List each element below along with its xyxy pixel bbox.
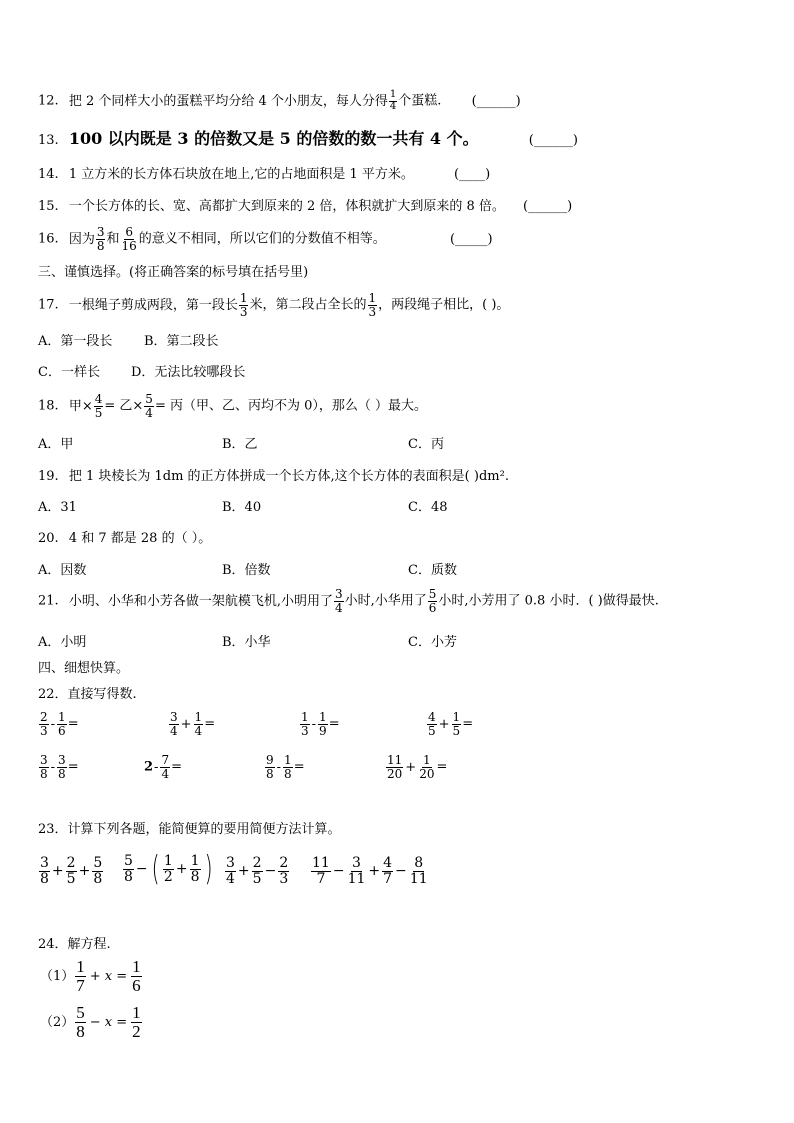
- answer-blank[interactable]: (______): [523, 199, 573, 214]
- expr-22-7: $\frac{9}{8}$ - $\frac{1}{8}$ =: [266, 753, 305, 781]
- fraction: $\frac{3}{8}$: [96, 225, 105, 253]
- question-21: 21. 小明、小华和小芳各做一架航模飞机,小明用了 $\frac{3}{4}$ 小时,小华用了 $\frac{5}{6}$ 小时,小芳用了 0.8 小时．( )做得最快.: [38, 587, 659, 615]
- eq-label: （1）: [40, 968, 75, 984]
- q-text: 1 立方米的长方体石块放在地上,它的占地面积是 1 平方米。: [68, 167, 414, 182]
- expr-23-2: $\frac{5}{8}$ − ( $\frac{1}{2}$ + $\frac{1}{8}$ ): [124, 849, 213, 889]
- expr-22-6: 2- $\frac{7}{4}$ =: [144, 753, 182, 781]
- option-a[interactable]: A．第一段长: [38, 334, 113, 349]
- fraction: $\frac{1}{3}$: [368, 291, 377, 319]
- fraction: $\frac{1}{4}$: [389, 89, 397, 112]
- option-c[interactable]: C．一样长: [38, 365, 100, 380]
- option-c[interactable]: C．小芳: [408, 635, 457, 650]
- question-12: 12. 把 2 个同样大小的蛋糕平均分给 4 个小朋友，每人分得 $\frac{1}{4}$ 个蛋糕. (______): [38, 89, 521, 112]
- question-13: [38, 131, 578, 147]
- fraction: $\frac{1}{3}$: [239, 291, 248, 319]
- q-text: 一个长方体的长、宽、高都扩大到原来的 2 倍，体积就扩大到原来的 8 倍。: [68, 199, 505, 214]
- equation-2: （2） $\frac{5}{8}$ − x = $\frac{1}{2}$: [40, 1003, 141, 1041]
- q-num: 20.: [38, 531, 59, 546]
- option-b[interactable]: B．40: [222, 500, 262, 515]
- fraction: $\frac{5}{4}$: [145, 392, 153, 420]
- expr-22-4: $\frac{4}{5}$ + $\frac{1}{5}$ =: [428, 710, 474, 738]
- question-14: [38, 168, 490, 181]
- question-24-title: 24．解方程.: [38, 937, 111, 952]
- fraction: $\frac{4}{5}$: [94, 392, 103, 420]
- fraction: $\frac{5}{6}$: [428, 587, 437, 615]
- answer-blank[interactable]: (______): [471, 93, 521, 109]
- option-a[interactable]: A．甲: [38, 437, 74, 452]
- expr-22-3: $\frac{1}{3}$ - $\frac{1}{9}$ =: [301, 710, 340, 738]
- q-num: 17.: [38, 297, 59, 313]
- fraction: $\frac{3}{4}$: [334, 587, 343, 615]
- q-num: 14.: [38, 167, 59, 182]
- question-23-title: 23．计算下列各题，能简便算的要用简便方法计算。: [38, 822, 341, 837]
- q-num: 12.: [38, 93, 59, 109]
- question-15: [38, 200, 572, 213]
- expr-22-8: $\frac{11}{20}$ + $\frac{1}{20}$ =: [387, 753, 448, 781]
- option-b[interactable]: B．小华: [222, 635, 271, 650]
- q-num: 16.: [38, 231, 59, 247]
- equation-1: （1） $\frac{1}{7}$ + x = $\frac{1}{6}$: [40, 957, 141, 995]
- fraction: $\frac{6}{16}$: [121, 225, 137, 253]
- q-num: 15.: [38, 199, 59, 214]
- option-a[interactable]: A．因数: [38, 563, 87, 578]
- question-20: [38, 532, 211, 545]
- option-c[interactable]: C．48: [408, 500, 448, 515]
- option-c[interactable]: C．丙: [408, 437, 444, 452]
- option-d[interactable]: D．无法比较哪段长: [131, 365, 246, 380]
- question-19: [38, 470, 509, 483]
- q-text: 把 2 个同样大小的蛋糕平均分给 4 个小朋友，每人分得: [68, 93, 388, 109]
- answer-blank[interactable]: (______): [528, 133, 578, 148]
- question-16: 16. 因为 $\frac{3}{8}$ 和 $\frac{6}{16}$ 的意义不相同，所以它们的分数值不相等。 (_____): [38, 225, 493, 253]
- question-22-title: 22．直接写得数.: [38, 687, 137, 702]
- option-b[interactable]: B．第二段长: [144, 334, 219, 349]
- expr-22-2: $\frac{3}{4}$ + $\frac{1}{4}$ =: [170, 710, 216, 738]
- answer-blank[interactable]: (_____): [449, 231, 493, 247]
- q-num: 13.: [38, 133, 59, 148]
- option-a[interactable]: A．31: [38, 500, 77, 515]
- option-a[interactable]: A．小明: [38, 635, 87, 650]
- eq-label: （2）: [40, 1014, 75, 1030]
- expr-22-5: $\frac{3}{8}$ - $\frac{3}{8}$ =: [40, 753, 79, 781]
- q-text: 把 1 块棱长为 1dm 的正方体拼成一个长方体,这个长方体的表面积是( )dm².: [68, 469, 509, 484]
- q-text: 4 和 7 都是 28 的（ ）。: [68, 531, 212, 546]
- expr-23-1: $\frac{3}{8}$ + $\frac{2}{5}$ + $\frac{5}{8}$: [40, 855, 103, 887]
- q-num: 18.: [38, 398, 59, 414]
- q-text: 100 以内既是 3 的倍数又是 5 的倍数的数一共有 4 个。: [68, 129, 479, 148]
- option-b[interactable]: B．乙: [222, 437, 258, 452]
- expr-22-1: $\frac{2}{3}$ - $\frac{1}{6}$ =: [40, 710, 79, 738]
- answer-blank[interactable]: (____): [454, 167, 491, 182]
- q-num: 19.: [38, 469, 59, 484]
- question-17: 17. 一根绳子剪成两段，第一段长 $\frac{1}{3}$ 米，第二段占全长的 $\frac{1}{3}$ ，两段绳子相比，( )。: [38, 291, 510, 319]
- option-b[interactable]: B．倍数: [222, 563, 271, 578]
- question-18: 18. 甲× $\frac{4}{5}$ = 乙× $\frac{5}{4}$ = 丙（甲、乙、丙均不为 0），那么（ ）最大。: [38, 392, 427, 420]
- expr-23-4: $\frac{11}{7}$ − $\frac{3}{11}$ + $\frac{4}{7}$ − $\frac{8}{11}$: [312, 855, 428, 887]
- q-num: 21.: [38, 593, 59, 609]
- expr-23-3: $\frac{3}{4}$ + $\frac{2}{5}$ − $\frac{2}{3}$: [226, 855, 289, 887]
- option-c[interactable]: C．质数: [408, 563, 457, 578]
- section-3-heading: 三、谨慎选择。(将正确答案的标号填在括号里): [38, 265, 309, 280]
- section-4-heading: 四、细想快算。: [38, 661, 130, 676]
